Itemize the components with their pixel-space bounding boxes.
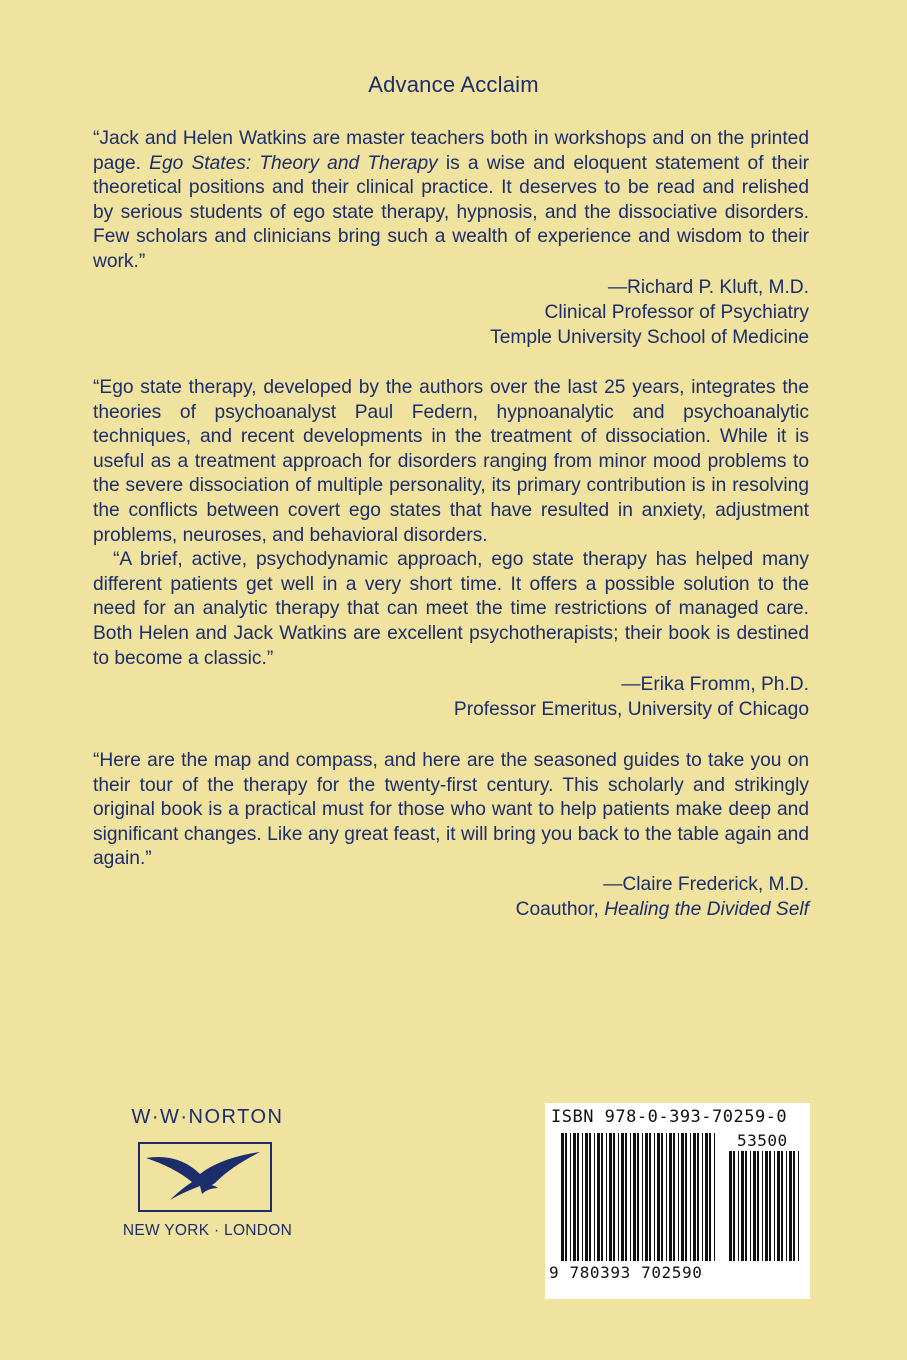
barcode-bar <box>577 1133 579 1261</box>
barcode-bar <box>765 1151 768 1261</box>
barcode-bar <box>793 1151 795 1261</box>
barcode-bar <box>645 1133 648 1261</box>
barcode-bar <box>637 1133 639 1261</box>
barcode-bar <box>666 1133 667 1261</box>
barcode-bar <box>621 1133 624 1261</box>
attribution-institution: Temple University School of Medicine <box>490 327 809 348</box>
barcode-bar <box>709 1133 711 1261</box>
endorsement-fromm <box>93 376 809 671</box>
barcode-bar <box>589 1133 591 1261</box>
barcode-bar <box>786 1151 787 1261</box>
barcode-bar <box>693 1133 696 1261</box>
barcode-bar <box>594 1133 595 1261</box>
seagull-icon <box>140 1144 270 1210</box>
barcode-bar <box>642 1133 643 1261</box>
barcode-bar <box>561 1133 564 1261</box>
barcode-bar <box>697 1133 699 1261</box>
attribution-name: —Erika Fromm, Ph.D. <box>621 674 809 695</box>
barcode-bar <box>597 1133 600 1261</box>
attribution-role: Professor Emeritus, University of Chicago <box>453 699 809 720</box>
barcode-bar <box>750 1151 751 1261</box>
barcode-bar <box>702 1133 703 1261</box>
barcode-bar <box>570 1133 571 1261</box>
barcode-bar <box>625 1133 627 1261</box>
barcode-bar <box>769 1151 771 1261</box>
endorsement-text: “Here are the map and compass, and here are the seasoned guides to take you on their tour of the therapy for the twenty-first century. This scholarly and strikingly original book is a practical must for those who want to help patients make deep and significant changes. Like any great feast, it will bring you back to the table again and again.” <box>93 750 809 870</box>
barcode-bar <box>681 1133 684 1261</box>
barcode-bar <box>606 1133 607 1261</box>
publisher-location: NEW YORK · LONDON <box>122 1222 293 1239</box>
barcode-bar <box>649 1133 651 1261</box>
publisher-name: W·W·NORTON <box>131 1106 284 1128</box>
barcode-bar <box>609 1133 612 1261</box>
attribution-frederick <box>93 872 809 922</box>
endorsement-text: “Jack and Helen Watkins are master teachers both in workshops and on the printed page. Ego States: Theory and Therapy is a wise and eloquent statement of their theoretical positions and their clinical practice. It deserves to be read and relished by serious students of ego state therapy, hypnosis, and the dissociative disorders. Few scholars and clinicians bring such a wealth of experience and wisdom to their work.” <box>93 128 810 272</box>
barcode-bar <box>685 1133 687 1261</box>
barcode-bar <box>705 1133 708 1261</box>
barcode-bar <box>678 1133 679 1261</box>
barcode-bar <box>669 1133 672 1261</box>
barcode-bar <box>582 1133 583 1261</box>
barcode-bar <box>657 1133 660 1261</box>
barcode-bar <box>745 1151 747 1261</box>
barcode-bar <box>757 1151 759 1261</box>
price-code: 53500 <box>737 1131 788 1150</box>
attribution-name: —Richard P. Kluft, M.D. <box>607 277 809 298</box>
book-title: Ego States: Theory and Therapy <box>149 152 438 174</box>
seagull-emblem <box>138 1142 272 1212</box>
barcode-bar <box>741 1151 744 1261</box>
endorsement-frederick <box>93 749 809 872</box>
barcode-bar <box>585 1133 588 1261</box>
barcode-bar <box>798 1151 799 1261</box>
barcode-bar <box>762 1151 763 1261</box>
barcode-bar <box>573 1133 576 1261</box>
attribution-role: Coauthor, Healing the Divided Self <box>515 899 809 920</box>
barcode-bar <box>729 1151 732 1261</box>
barcode-bar <box>613 1133 615 1261</box>
barcode-bar <box>661 1133 663 1261</box>
barcode-bar <box>565 1133 567 1261</box>
endorsement-kluft <box>93 127 809 275</box>
barcode-bar <box>781 1151 783 1261</box>
barcode-bar <box>633 1133 636 1261</box>
barcode-bar <box>774 1151 775 1261</box>
attribution-name: —Claire Frederick, M.D. <box>603 874 809 895</box>
barcode-bar <box>601 1133 603 1261</box>
barcode-bar <box>690 1133 691 1261</box>
barcode-bar <box>789 1151 792 1261</box>
attribution-kluft <box>93 275 809 350</box>
barcode-bar <box>777 1151 780 1261</box>
isbn-barcode <box>545 1103 810 1299</box>
barcode-bar <box>753 1151 756 1261</box>
barcode-bar <box>630 1133 631 1261</box>
book-title: Healing the Divided Self <box>604 899 809 920</box>
barcode-bar <box>714 1133 715 1261</box>
barcode-bar <box>618 1133 619 1261</box>
endorsement-paragraph: “A brief, active, psychodynamic approach, ego state therapy has helped many different patients get well in a very short time. It offers a possible solution to the need for an analytic therapy that can meet the time restrictions of managed care. Both Helen and Jack Watkins are excellent psychotherapists; their book is destined to become a classic.” <box>93 549 809 669</box>
endorsement-paragraph: “Ego state therapy, developed by the authors over the last 25 years, integrates the theories of psychoanalyst Paul Federn, hypnoanalytic and psychoanalytic techniques, and recent developments in the treatment of dissociation. While it is useful as a treatment approach for disorders ranging from minor mood problems to the severe dissociation of multiple personality, its primary contribution is in resolving the conflicts between covert ego states that have resulted in anxiety, adjustment problems, neuroses, and behavioral disorders. <box>93 377 809 546</box>
barcode-bar <box>738 1151 739 1261</box>
isbn-label: ISBN 978-0-393-70259-0 <box>551 1107 788 1127</box>
barcode-bar <box>673 1133 675 1261</box>
ean-number: 9 780393 702590 <box>549 1263 703 1282</box>
page-title: Advance Acclaim <box>368 72 539 97</box>
attribution-role: Clinical Professor of Psychiatry <box>544 302 809 323</box>
barcode-bar <box>654 1133 655 1261</box>
publisher-logo <box>120 1106 295 1246</box>
attribution-fromm <box>93 672 809 722</box>
barcode-bar <box>733 1151 735 1261</box>
